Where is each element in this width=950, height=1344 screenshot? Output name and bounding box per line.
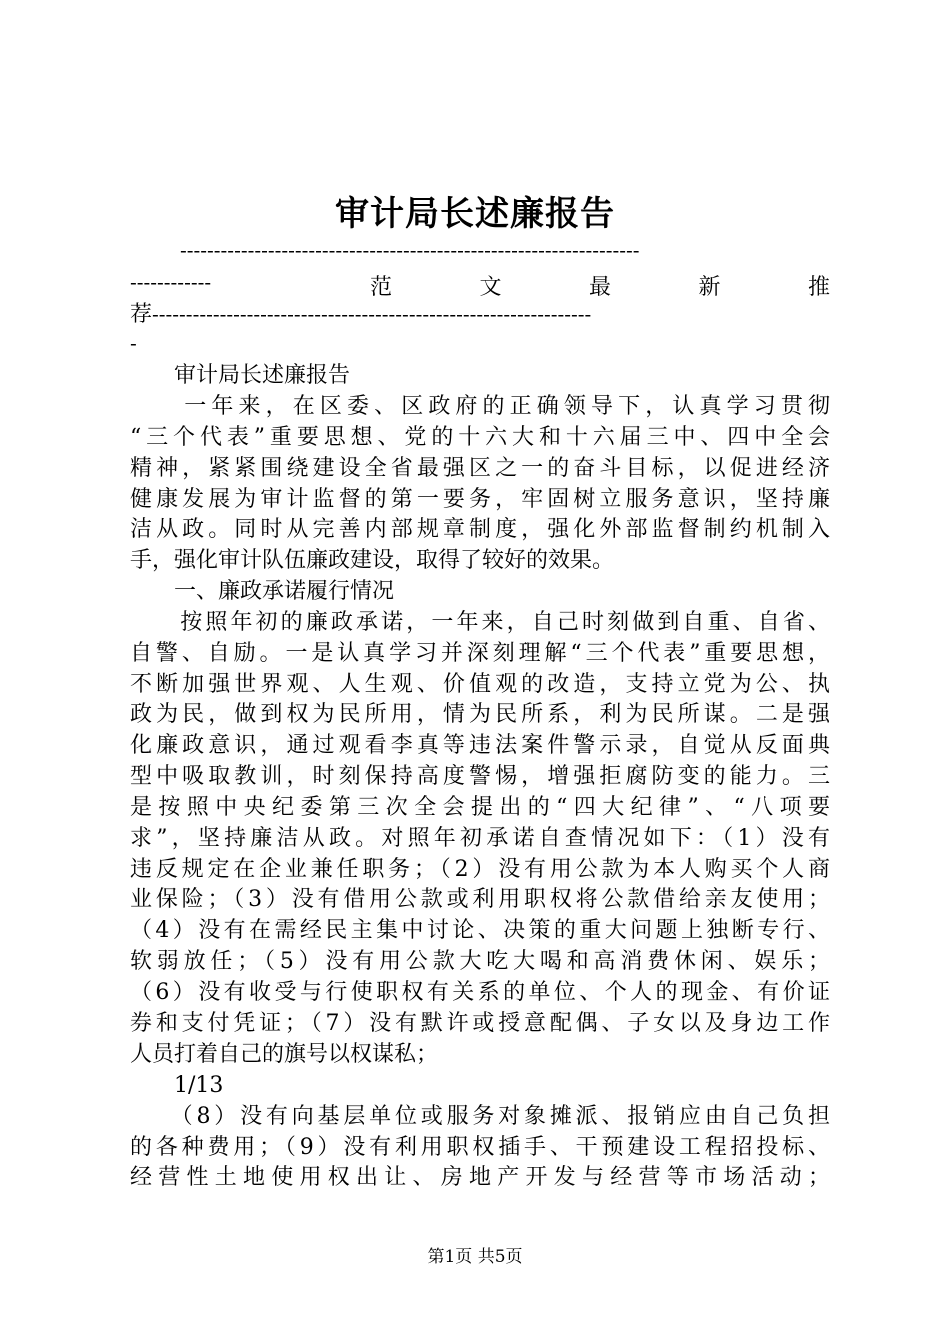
dash-divider-end: - [130, 331, 137, 355]
dash-divider-lead: ------------ [130, 270, 212, 294]
document-title: 审计局长述廉报告 [335, 194, 615, 234]
body-line: 违反规定在企业兼任职务；（2）没有用公款为本人购买个人商 [130, 857, 830, 882]
body-line: 按照年初的廉政承诺，一年来，自己时刻做到自重、自省、 [130, 610, 830, 635]
body-line: 手，强化审计队伍廉政建设，取得了较好的效果。 [130, 548, 615, 573]
body-line: 是按照中央纪委第三次全会提出的“四大纪律”、“八项要 [130, 795, 830, 820]
body-line: （4）没有在需经民主集中讨论、决策的重大问题上独断专行、 [130, 918, 830, 943]
body-line: 自警、自励。一是认真学习并深刻理解“三个代表”重要思想， [130, 641, 830, 666]
recommend-char: 文 [479, 275, 502, 300]
section-heading: 一、廉政承诺履行情况 [130, 579, 395, 604]
dash-divider-top: -------------------------------------------------------------------- [180, 238, 640, 262]
page-footer: 第1页 共5页 [427, 1247, 523, 1267]
recommend-char: 最 [588, 275, 611, 300]
body-line: （6）没有收受与行使职权有关系的单位、个人的现金、有价证 [130, 980, 830, 1005]
recommend-char: 范 [370, 275, 393, 300]
body-line: 审计局长述廉报告 [130, 363, 351, 388]
body-line: 经营性土地使用权出让、房地产开发与经营等市场活动； [130, 1165, 830, 1190]
body-line: 化廉政意识，通过观看李真等违法案件警示录，自觉从反面典 [130, 733, 830, 758]
recommend-chars [280, 270, 830, 300]
recommend-char: 荐 [130, 302, 153, 327]
body-line: 一年来，在区委、区政府的正确领导下，认真学习贯彻 [130, 394, 830, 419]
body-line: 政为民，做到权为民所用，情为民所系，利为民所谋。二是强 [130, 702, 830, 727]
body-line: 人员打着自己的旗号以权谋私； [130, 1042, 439, 1067]
recommend-char: 新 [698, 275, 721, 300]
body-line: “三个代表”重要思想、党的十六大和十六届三中、四中全会 [130, 425, 830, 450]
body-line: 业保险；（3）没有借用公款或利用职权将公款借给亲友使用； [130, 887, 830, 912]
body-line: 的各种费用；（9）没有利用职权插手、干预建设工程招投标、 [130, 1135, 830, 1160]
body-line: 券和支付凭证；（7）没有默许或授意配偶、子女以及身边工作 [130, 1011, 830, 1036]
dash-divider-tail: ----------------------------------------------------------------- [152, 302, 592, 326]
body-line: 健康发展为审计监督的第一要务，牢固树立服务意识，坚持廉 [130, 487, 830, 512]
body-line: 不断加强世界观、人生观、价值观的改造，支持立党为公、执 [130, 672, 830, 697]
body-line: 型中吸取教训，时刻保持高度警惕，增强拒腐防变的能力。三 [130, 764, 830, 789]
recommend-banner [130, 270, 830, 300]
body-line: 洁从政。同时从完善内部规章制度，强化外部监督制约机制入 [130, 517, 830, 542]
body-line: 求”，坚持廉洁从政。对照年初承诺自查情况如下：（1）没有 [130, 826, 830, 851]
body-line: （8）没有向基层单位或服务对象摊派、报销应由自己负担 [130, 1104, 830, 1129]
recommend-char: 推 [807, 275, 830, 300]
body-line: 软弱放任；（5）没有用公款大吃大喝和高消费休闲、娱乐； [130, 949, 830, 974]
page-marker: 1/13 [130, 1073, 224, 1098]
recommend-tail-line [130, 299, 830, 330]
body-line: 精神，紧紧围绕建设全省最强区之一的奋斗目标，以促进经济 [130, 456, 830, 481]
